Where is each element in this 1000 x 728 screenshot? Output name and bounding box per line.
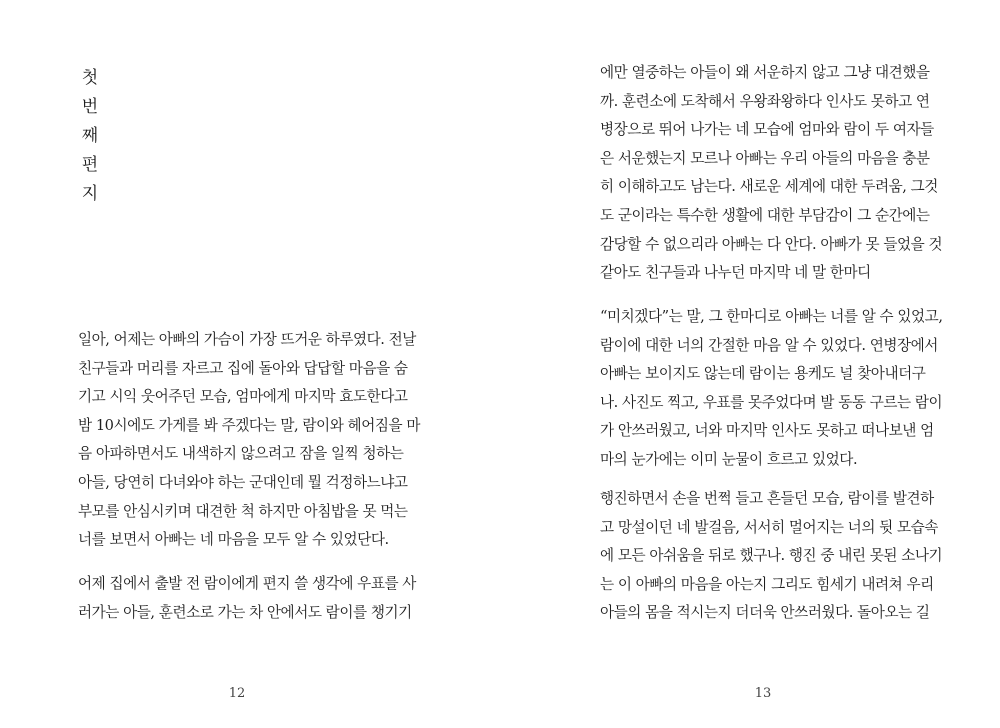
text-line: 행진하면서 손을 번쩍 들고 흔들던 모습, 람이를 발견하: [600, 490, 934, 507]
paragraph: [78, 570, 418, 627]
text-line: 부모를 안심시키며 대견한 척 하지만 아침밥을 못 먹는: [78, 502, 408, 520]
text-line: 가 안쓰러웠고, 너와 마지막 인사도 못하고 떠나보낸 엄: [600, 422, 934, 440]
text-line: 친구들과 머리를 자르고 집에 돌아와 답답할 마음을 숨: [78, 359, 408, 377]
paragraph: [78, 326, 418, 555]
text-line: 나. 사진도 찍고, 우표를 못주었다며 발 동동 구르는 람이: [600, 393, 943, 411]
title-char: 편: [81, 155, 99, 175]
text-line: 에 모든 아쉬움을 뒤로 했구나. 행진 중 내린 못된 소나기: [600, 547, 943, 565]
text-line: 아빠는 보이지도 않는데 람이는 용케도 널 찾아내더구: [600, 365, 926, 383]
text-line: 은 서운했는지 모르나 아빠는 우리 아들의 마음을 충분: [600, 149, 930, 167]
paragraph: [600, 485, 943, 628]
title-char: 첫: [81, 68, 99, 88]
text-line: 아들의 몸을 적시는지 더더욱 안쓰러웠다. 돌아오는 길: [600, 604, 930, 622]
text-line: “미치겠다”는 말, 그 한마디로 아빠는 너를 알 수 있었고,: [600, 308, 943, 325]
text-line: 도 군이라는 특수한 생활에 대한 부담감이 그 순간에는: [600, 206, 930, 224]
text-line: 너를 보면서 아빠는 네 마음을 모두 알 수 있었단다.: [78, 531, 389, 549]
text-line: 에만 열중하는 아들이 왜 서운하지 않고 그냥 대견했을: [600, 64, 930, 81]
page-number: 12: [228, 686, 246, 701]
text-line: 아들, 당연히 다녀와야 하는 군대인데 뭘 걱정하느냐고: [78, 473, 408, 491]
page-number: 13: [754, 686, 772, 701]
text-line: 마의 눈가에는 이미 눈물이 흐르고 있었다.: [600, 450, 858, 468]
title-char: 번: [81, 97, 99, 117]
text-line: 람이에 대한 너의 간절한 마음 알 수 있었다. 연병장에서: [600, 336, 938, 354]
text-line: 음 아파하면서도 내색하지 않으려고 잠을 일찍 청하는: [78, 445, 404, 463]
text-line: 밤 10시에도 가게를 봐 주겠다는 말, 람이와 헤어짐을 마: [78, 416, 420, 434]
title-char: 지: [81, 184, 99, 204]
text-line: 고 망설이던 네 발걸음, 서서히 멀어지는 너의 뒷 모습속: [600, 518, 938, 536]
text-line: 일아, 어제는 아빠의 가슴이 가장 뜨거운 하루였다. 전날: [78, 331, 416, 348]
text-line: 는 이 아빠의 마음을 아는지 그리도 힘세기 내려쳐 우리: [600, 575, 934, 593]
text-line: 까. 훈련소에 도착해서 우왕좌왕하다 인사도 못하고 연: [600, 92, 930, 110]
chapter-title-vertical: [78, 64, 102, 209]
text-line: 기고 시익 웃어주던 모습, 엄마에게 마지막 효도한다고: [78, 388, 408, 406]
text-line: 히 이해하고도 남는다. 새로운 세계에 대한 두려움, 그것: [600, 178, 938, 196]
text-line: 병장으로 뛰어 나가는 네 모습에 엄마와 람이 두 여자들: [600, 121, 934, 139]
paragraph: [600, 303, 943, 475]
text-line: 러가는 아들, 훈련소로 가는 차 안에서도 람이를 챙기기: [78, 603, 412, 621]
text-line: 어제 집에서 출발 전 람이에게 편지 쓸 생각에 우표를 사: [78, 575, 416, 592]
right-page: [500, 0, 1000, 728]
text-line: 같아도 친구들과 나누던 마지막 네 말 한마디: [600, 264, 871, 282]
paragraph: [600, 59, 943, 288]
text-line: 감당할 수 없으리라 아빠는 다 안다. 아빠가 못 들었을 것: [600, 235, 943, 253]
title-char: 째: [81, 126, 99, 146]
